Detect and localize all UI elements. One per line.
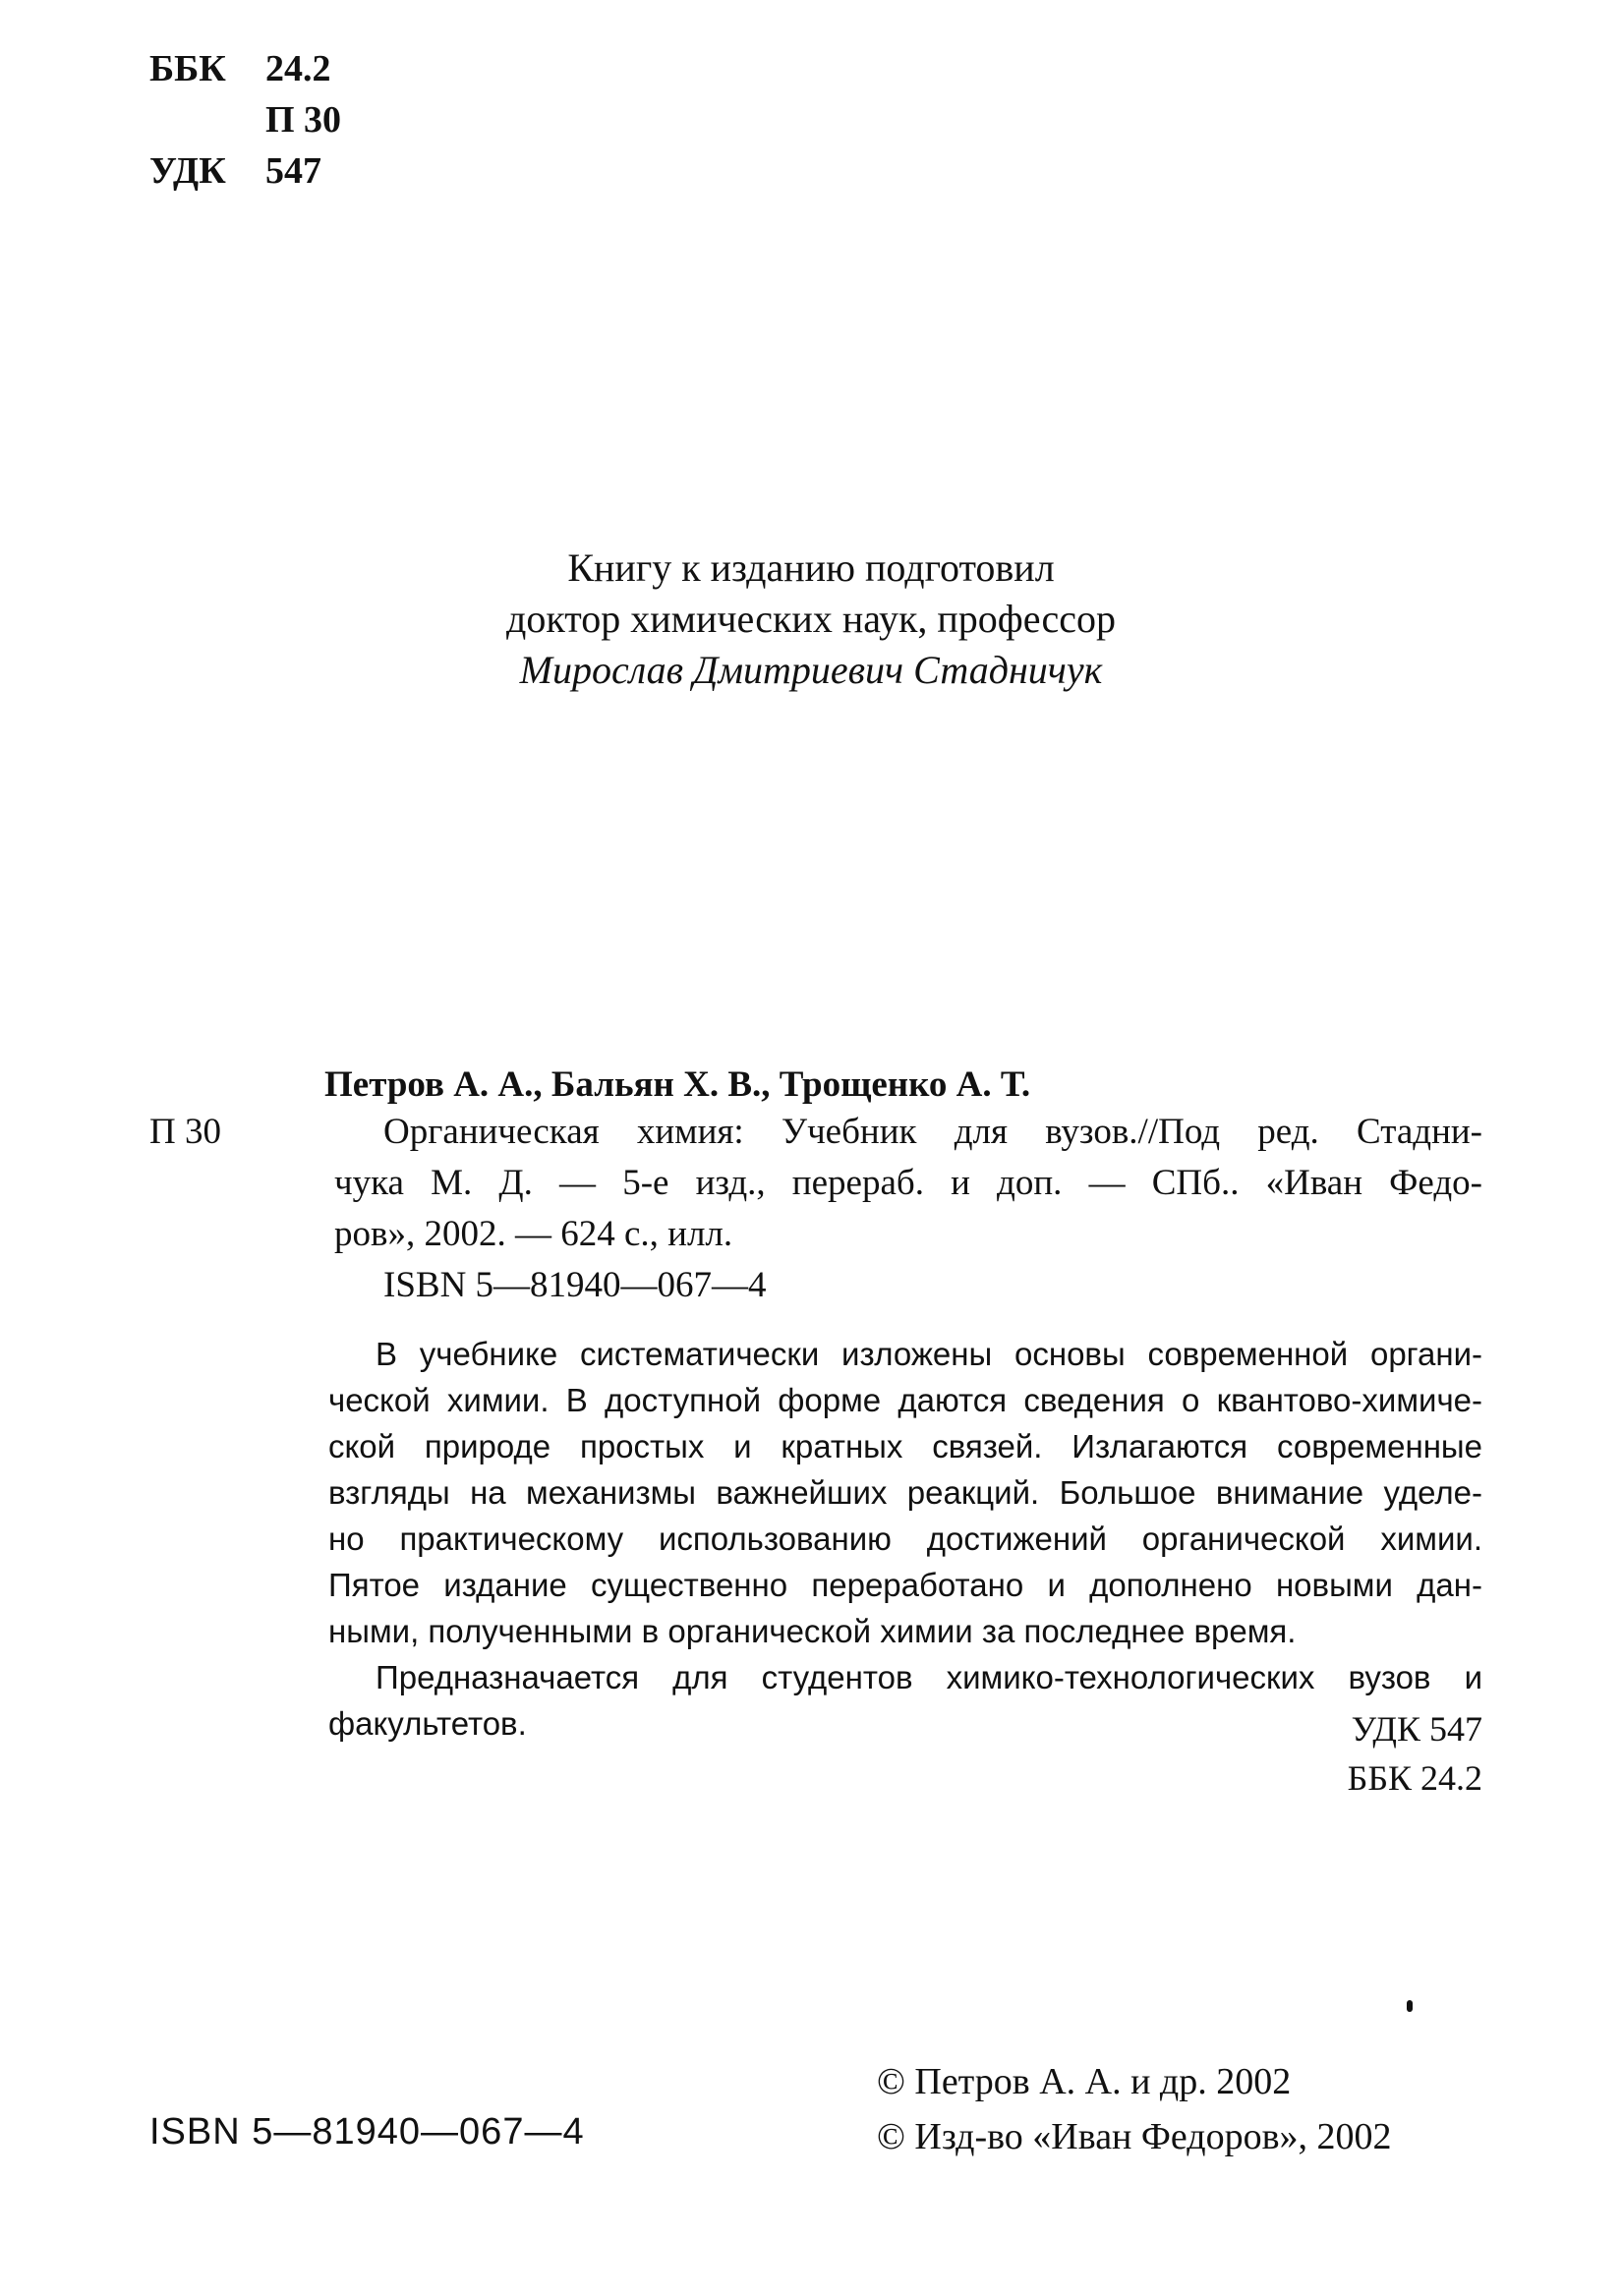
bib-line-1: Органическая химия: Учебник для вузов.//Под ред. Стадни-: [383, 1112, 1482, 1152]
card-authors: Петров А. А., Бальян Х. В., Трощенко А. Т.: [324, 1064, 1031, 1105]
bbk-value: 24.2: [265, 48, 331, 89]
isbn-line: ISBN 5—81940—067—4: [383, 1265, 767, 1305]
annotation-line: Пятое издание существенно переработано и дополнено новыми дан-: [328, 1567, 1482, 1603]
preparer-line-2: доктор химических наук, профессор: [506, 597, 1116, 641]
annotation: [328, 1331, 1482, 1747]
annotation-line: В учебнике систематически изложены основы современной органи-: [376, 1336, 1482, 1372]
annotation-line: взгляды на механизмы важнейших реакций. Большое внимание уделе-: [328, 1474, 1482, 1511]
preparer-name: Мирослав Дмитриевич Стадничук: [519, 648, 1103, 692]
footer-isbn: ISBN 5—81940—067—4: [149, 2111, 585, 2152]
author-mark: П 30: [265, 99, 342, 141]
bib-line-3: ров», 2002. — 624 с., илл.: [334, 1214, 733, 1254]
annotation-line: факультетов.: [328, 1705, 527, 1742]
bbk-label: ББК: [149, 48, 226, 89]
annotation-line: ской природе простых и кратных связей. Излагаются современные: [328, 1428, 1482, 1464]
copyright-block: [877, 2054, 1392, 2164]
bib-line-2: чука М. Д. — 5-е изд., перераб. и доп. — СПб.. «Иван Федо-: [334, 1163, 1482, 1203]
udk-value: 547: [265, 150, 321, 192]
ink-speck: [1407, 2000, 1413, 2012]
copyright-publisher: © Изд-во «Иван Федоров», 2002: [877, 2116, 1392, 2157]
annotation-line: ными, полученными в органической химии за последнее время.: [328, 1613, 1297, 1649]
bibliographic-entry: [334, 1107, 1482, 1311]
classification-block: [149, 43, 405, 197]
udk-label: УДК: [149, 150, 226, 192]
card-codes: [1348, 1704, 1482, 1803]
copyright-authors: © Петров А. А. и др. 2002: [877, 2061, 1292, 2102]
annotation-line: но практическому использованию достижений органической химии.: [328, 1521, 1482, 1557]
annotation-line: Предназначается для студентов химико-технологических вузов и: [376, 1659, 1482, 1695]
card-bbk: ББК 24.2: [1347, 1758, 1482, 1798]
preparer-line-1: Книгу к изданию подготовил: [567, 545, 1055, 590]
card-udk: УДК 547: [1351, 1709, 1482, 1749]
card-author-mark: П 30: [149, 1112, 221, 1152]
preparer-block: [0, 543, 1622, 696]
annotation-line: ческой химии. В доступной форме даются сведения о квантово-химиче-: [328, 1382, 1482, 1418]
